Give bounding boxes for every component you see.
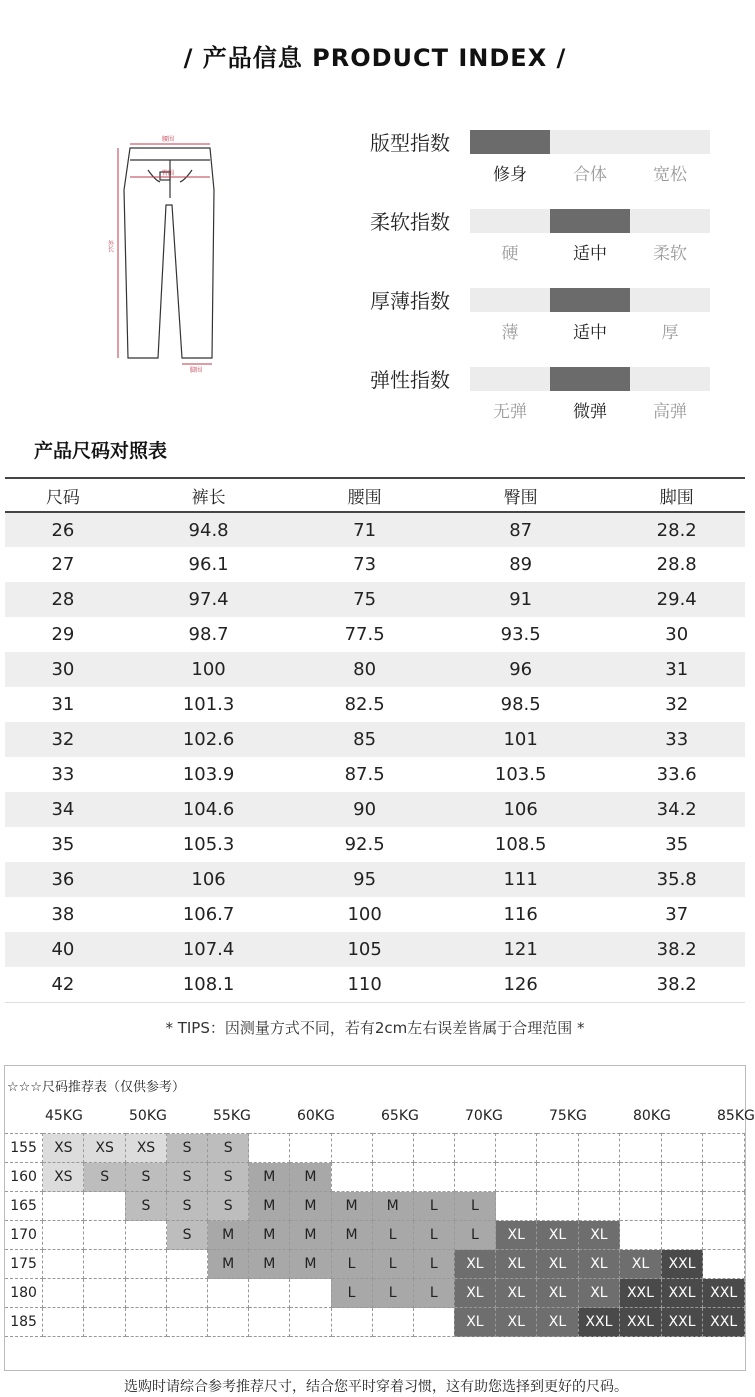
grid-cell: S — [167, 1163, 208, 1192]
grid-cell: XL — [454, 1279, 495, 1308]
table-cell: 105 — [296, 932, 433, 967]
grid-cell — [703, 1250, 745, 1279]
grid-cell — [537, 1134, 578, 1163]
grid-cell — [43, 1308, 84, 1337]
table-row — [5, 757, 745, 792]
grid-cell — [84, 1250, 125, 1279]
grid-cell: M — [290, 1250, 331, 1279]
table-cell: 108.1 — [121, 967, 297, 1002]
grid-cell — [661, 1134, 703, 1163]
grid-cell: L — [413, 1192, 454, 1221]
table-cell: 89 — [509, 554, 533, 575]
grid-cell — [84, 1279, 125, 1308]
table-cell: 101.3 — [182, 694, 235, 715]
grid-cell: XL — [496, 1308, 537, 1337]
index-option: 厚 — [661, 323, 679, 343]
index-row — [360, 130, 720, 208]
column-header: 尺码 — [5, 478, 121, 512]
grid-cell — [43, 1221, 84, 1250]
size-recommend-table — [4, 1065, 755, 1395]
table-cell: 98.5 — [500, 694, 541, 715]
grid-cell: XL — [537, 1279, 578, 1308]
grid-cell — [372, 1134, 413, 1163]
grid-cell — [125, 1250, 166, 1279]
weight-header — [5, 1108, 755, 1128]
grid-cell: S — [167, 1134, 208, 1163]
grid-cell — [454, 1134, 495, 1163]
tips-text: * TIPS：因测量方式不同，若有2cm左右误差皆属于合理范围 * — [165, 1019, 585, 1037]
table-row — [5, 582, 745, 617]
table-cell: 34 — [5, 792, 121, 827]
grid-row — [5, 1279, 745, 1308]
grid-cell: XL — [454, 1308, 495, 1337]
table-row — [5, 652, 745, 687]
index-label: 版型指数 — [370, 131, 450, 155]
table-cell: 96 — [433, 652, 609, 687]
table-cell: 28.8 — [656, 554, 697, 575]
weight-label: 60KG — [297, 1108, 335, 1124]
table-cell: 100 — [121, 652, 297, 687]
grid-cell: XS — [43, 1163, 84, 1192]
grid-cell: XL — [537, 1250, 578, 1279]
table-cell: 85 — [296, 722, 433, 757]
hip-label: 臀围 — [162, 170, 175, 177]
column-header: 腰围 — [296, 478, 433, 512]
grid-cell: M — [331, 1192, 372, 1221]
grid-cell — [249, 1279, 290, 1308]
column-header: 裤长 — [121, 478, 297, 512]
table-cell: 40 — [5, 932, 121, 967]
index-option: 硬 — [501, 244, 519, 264]
table-cell: 108.5 — [494, 834, 547, 855]
index-option: 适中 — [573, 244, 607, 264]
grid-cell — [537, 1192, 578, 1221]
grid-cell: XXL — [620, 1279, 662, 1308]
weight-label: 85KG — [717, 1108, 755, 1124]
index-option: 高弹 — [653, 402, 687, 422]
table-row — [5, 967, 745, 1002]
table-cell: 36 — [5, 862, 121, 897]
grid-cell: M — [290, 1192, 331, 1221]
grid-cell — [496, 1163, 537, 1192]
table-cell: 75 — [296, 582, 433, 617]
grid-cell — [661, 1163, 703, 1192]
grid-cell — [167, 1308, 208, 1337]
size-table — [5, 477, 745, 1003]
grid-cell: XL — [578, 1221, 620, 1250]
table-cell: 126 — [433, 967, 609, 1002]
grid-cell — [413, 1134, 454, 1163]
grid-cell: M — [331, 1221, 372, 1250]
grid-cell — [84, 1192, 125, 1221]
recommend-note: 选购时请综合参考推荐尺寸，结合您平时穿着习惯，这有助您选择到更好的尺码。 — [124, 1379, 628, 1395]
grid-cell: XL — [496, 1221, 537, 1250]
table-cell: 29 — [51, 624, 75, 645]
index-option: 宽松 — [653, 165, 687, 185]
grid-cell — [661, 1221, 703, 1250]
grid-cell — [454, 1163, 495, 1192]
table-cell: 73 — [353, 554, 377, 575]
grid-cell — [249, 1134, 290, 1163]
table-cell: 31 — [51, 694, 75, 715]
grid-cell: XXL — [661, 1308, 703, 1337]
grid-cell — [620, 1163, 662, 1192]
index-label: 厚薄指数 — [370, 289, 450, 313]
table-cell: 116 — [503, 904, 538, 925]
grid-cell — [413, 1163, 454, 1192]
grid-cell: XXL — [661, 1250, 703, 1279]
recommend-title: ☆☆☆尺码推荐表（仅供参考） — [7, 1080, 185, 1095]
table-cell: 27 — [51, 554, 75, 575]
grid-cell — [496, 1192, 537, 1221]
grid-cell — [290, 1279, 331, 1308]
table-cell: 103.9 — [182, 764, 235, 785]
grid-cell: M — [372, 1192, 413, 1221]
grid-cell: XS — [43, 1134, 84, 1163]
table-cell: 106.7 — [182, 904, 235, 925]
hem-label: 脚围 — [190, 367, 203, 374]
table-row — [5, 617, 745, 652]
height-label: 175 — [5, 1250, 43, 1279]
index-option: 无弹 — [493, 402, 527, 422]
grid-cell — [208, 1279, 249, 1308]
index-indicator — [550, 288, 630, 312]
grid-cell — [84, 1308, 125, 1337]
table-cell: 32 — [5, 722, 121, 757]
grid-row — [5, 1134, 745, 1163]
grid-cell: S — [208, 1134, 249, 1163]
grid-row — [5, 1221, 745, 1250]
index-option: 合体 — [573, 165, 607, 185]
index-indicator — [550, 209, 630, 233]
grid-cell: XXL — [703, 1308, 745, 1337]
grid-cell: L — [331, 1279, 372, 1308]
index-bar — [470, 367, 710, 391]
grid-cell — [125, 1308, 166, 1337]
table-cell: 94.8 — [121, 512, 297, 547]
column-header: 脚围 — [608, 478, 745, 512]
grid-cell: S — [167, 1221, 208, 1250]
table-cell: 111 — [433, 862, 609, 897]
weight-label: 65KG — [381, 1108, 419, 1124]
table-cell: 30 — [665, 624, 689, 645]
height-label: 155 — [5, 1134, 43, 1163]
table-cell: 42 — [5, 967, 121, 1002]
index-option: 薄 — [501, 323, 519, 343]
grid-cell — [125, 1221, 166, 1250]
grid-cell — [290, 1134, 331, 1163]
grid-cell — [537, 1163, 578, 1192]
table-cell: 80 — [296, 652, 433, 687]
grid-cell: L — [372, 1221, 413, 1250]
table-cell: 29.4 — [608, 582, 745, 617]
weight-label: 75KG — [549, 1108, 587, 1124]
table-cell: 33 — [608, 722, 745, 757]
grid-cell: S — [84, 1163, 125, 1192]
index-row — [360, 288, 720, 366]
grid-cell: XL — [496, 1279, 537, 1308]
grid-cell: L — [372, 1279, 413, 1308]
size-table-heading: 产品尺码对照表 — [34, 440, 168, 462]
page-title: / 产品信息 PRODUCT INDEX / — [183, 44, 567, 72]
column-header: 臀围 — [433, 478, 609, 512]
grid-cell — [167, 1279, 208, 1308]
grid-cell — [413, 1308, 454, 1337]
height-label: 180 — [5, 1279, 43, 1308]
index-option: 微弹 — [573, 402, 607, 422]
index-option: 适中 — [573, 323, 607, 343]
grid-cell — [620, 1192, 662, 1221]
grid-row — [5, 1308, 745, 1337]
table-cell: 90 — [296, 792, 433, 827]
grid-cell — [703, 1134, 745, 1163]
table-cell: 107.4 — [121, 932, 297, 967]
index-row — [360, 367, 720, 445]
size-table-header — [5, 478, 745, 512]
index-bar — [470, 288, 710, 312]
grid-cell: XL — [578, 1250, 620, 1279]
table-row — [5, 827, 745, 862]
grid-cell — [290, 1308, 331, 1337]
grid-cell — [496, 1134, 537, 1163]
table-cell: 98.7 — [188, 624, 229, 645]
index-bar — [470, 209, 710, 233]
grid-cell: M — [290, 1221, 331, 1250]
height-label: 185 — [5, 1308, 43, 1337]
table-cell: 106 — [121, 862, 297, 897]
table-row — [5, 792, 745, 827]
table-cell: 38.2 — [608, 967, 745, 1002]
grid-cell — [620, 1221, 662, 1250]
table-cell: 35.8 — [608, 862, 745, 897]
grid-row — [5, 1250, 745, 1279]
table-cell: 28.2 — [608, 512, 745, 547]
table-cell: 37 — [665, 904, 689, 925]
table-cell: 77.5 — [344, 624, 385, 645]
index-option: 柔软 — [653, 244, 687, 264]
grid-cell: M — [290, 1163, 331, 1192]
table-cell: 35 — [665, 834, 689, 855]
grid-cell: S — [125, 1192, 166, 1221]
index-indicator — [470, 130, 550, 154]
grid-cell — [43, 1279, 84, 1308]
recommend-grid — [5, 1133, 745, 1337]
table-cell: 28 — [5, 582, 121, 617]
index-label: 弹性指数 — [370, 368, 450, 392]
grid-cell: XXL — [620, 1308, 662, 1337]
grid-cell: L — [413, 1221, 454, 1250]
table-row — [5, 547, 745, 582]
table-row — [5, 862, 745, 897]
index-indicator — [550, 367, 630, 391]
table-cell: 95 — [296, 862, 433, 897]
table-cell: 101 — [433, 722, 609, 757]
grid-cell: XL — [537, 1221, 578, 1250]
table-cell: 121 — [433, 932, 609, 967]
weight-label: 80KG — [633, 1108, 671, 1124]
grid-cell: XXL — [661, 1279, 703, 1308]
table-cell: 96.1 — [188, 554, 229, 575]
index-label: 柔软指数 — [370, 210, 450, 234]
grid-cell: S — [208, 1163, 249, 1192]
grid-cell — [249, 1308, 290, 1337]
table-cell: 38.2 — [608, 932, 745, 967]
index-bar — [470, 130, 710, 154]
grid-cell — [331, 1134, 372, 1163]
table-cell: 26 — [5, 512, 121, 547]
weight-label: 45KG — [45, 1108, 83, 1124]
grid-cell — [331, 1308, 372, 1337]
index-option: 修身 — [493, 165, 527, 185]
grid-cell: XXL — [703, 1279, 745, 1308]
grid-cell — [578, 1192, 620, 1221]
grid-cell: XL — [537, 1308, 578, 1337]
grid-cell — [208, 1308, 249, 1337]
grid-cell: M — [249, 1163, 290, 1192]
grid-cell: M — [249, 1221, 290, 1250]
table-cell: 32 — [665, 694, 689, 715]
grid-cell: L — [413, 1250, 454, 1279]
table-cell: 93.5 — [500, 624, 541, 645]
weight-label: 70KG — [465, 1108, 503, 1124]
table-row — [5, 722, 745, 757]
table-cell: 105.3 — [182, 834, 235, 855]
table-cell: 91 — [433, 582, 609, 617]
grid-cell — [703, 1163, 745, 1192]
height-label: 165 — [5, 1192, 43, 1221]
table-cell: 31 — [608, 652, 745, 687]
grid-cell: XS — [84, 1134, 125, 1163]
grid-cell: XL — [454, 1250, 495, 1279]
table-cell: 103.5 — [494, 764, 547, 785]
grid-row — [5, 1163, 745, 1192]
table-cell: 110 — [296, 967, 433, 1002]
table-cell: 87.5 — [344, 764, 385, 785]
table-cell: 106 — [433, 792, 609, 827]
grid-cell: XL — [496, 1250, 537, 1279]
grid-cell: M — [249, 1192, 290, 1221]
grid-cell — [372, 1163, 413, 1192]
table-cell: 71 — [296, 512, 433, 547]
table-cell: 82.5 — [344, 694, 385, 715]
grid-cell — [620, 1134, 662, 1163]
grid-cell: XS — [125, 1134, 166, 1163]
weight-label: 55KG — [213, 1108, 251, 1124]
table-cell: 92.5 — [344, 834, 385, 855]
grid-cell — [661, 1192, 703, 1221]
pants-diagram — [100, 130, 230, 380]
weight-label: 50KG — [129, 1108, 167, 1124]
table-cell: 34.2 — [608, 792, 745, 827]
table-cell: 100 — [347, 904, 382, 925]
grid-cell — [372, 1308, 413, 1337]
grid-row — [5, 1192, 745, 1221]
grid-cell: XL — [578, 1279, 620, 1308]
table-cell: 87 — [433, 512, 609, 547]
grid-cell: S — [167, 1192, 208, 1221]
grid-cell — [84, 1221, 125, 1250]
grid-cell — [43, 1192, 84, 1221]
grid-cell: XL — [620, 1250, 662, 1279]
grid-cell: M — [249, 1250, 290, 1279]
grid-cell: M — [208, 1221, 249, 1250]
grid-cell — [578, 1134, 620, 1163]
height-label: 170 — [5, 1221, 43, 1250]
table-row — [5, 897, 745, 932]
grid-cell: L — [331, 1250, 372, 1279]
grid-cell: M — [208, 1250, 249, 1279]
grid-cell: L — [413, 1279, 454, 1308]
height-label: 160 — [5, 1163, 43, 1192]
grid-cell — [703, 1192, 745, 1221]
table-cell: 104.6 — [121, 792, 297, 827]
table-row — [5, 512, 745, 547]
outer-length-label: 外长 — [106, 240, 114, 252]
grid-cell — [578, 1163, 620, 1192]
table-cell: 33 — [51, 764, 75, 785]
table-row — [5, 932, 745, 967]
grid-cell: S — [125, 1163, 166, 1192]
waist-label: 腰围 — [162, 136, 175, 143]
table-cell: 97.4 — [121, 582, 297, 617]
grid-cell — [331, 1163, 372, 1192]
table-cell: 30 — [5, 652, 121, 687]
grid-cell: L — [454, 1192, 495, 1221]
table-cell: 38 — [51, 904, 75, 925]
grid-cell — [703, 1221, 745, 1250]
grid-cell — [43, 1250, 84, 1279]
table-row — [5, 687, 745, 722]
table-cell: 33.6 — [656, 764, 697, 785]
grid-cell: L — [454, 1221, 495, 1250]
grid-cell — [125, 1279, 166, 1308]
index-row — [360, 209, 720, 287]
grid-cell — [167, 1250, 208, 1279]
table-cell: 35 — [51, 834, 75, 855]
grid-cell: S — [208, 1192, 249, 1221]
grid-cell: XXL — [578, 1308, 620, 1337]
grid-cell: L — [372, 1250, 413, 1279]
table-cell: 102.6 — [121, 722, 297, 757]
